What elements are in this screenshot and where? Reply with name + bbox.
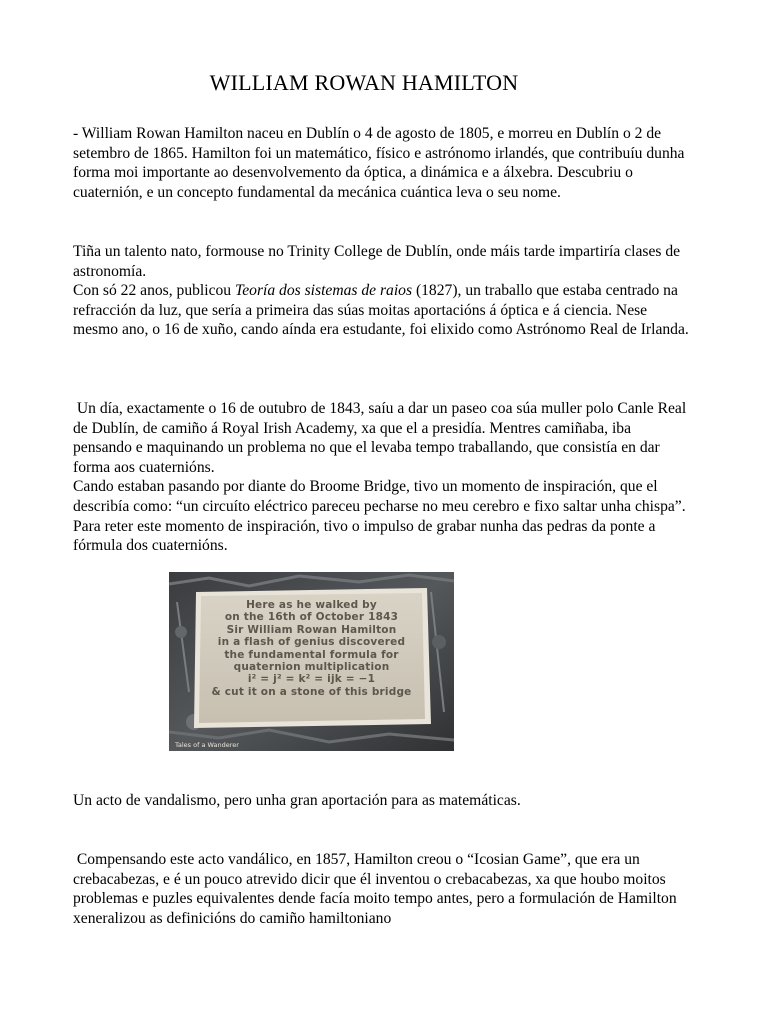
- plaque-line: i² = j² = k² = ijk = −1: [247, 673, 376, 686]
- publication-title: Teoría dos sistemas de raios: [235, 282, 413, 300]
- plaque-line: quaternion multiplication: [233, 661, 390, 674]
- paragraph-education-line: Tiña un talento nato, formouse no Trinity College de Dublín, onde máis tarde impartiría clases de astronomía.: [73, 243, 681, 280]
- publication-suffix: (1827), un traballo que estaba centrado na refracción da luz, que sería a primeira das súas moitas aportacións á óptica e á ciencia. Nese mesmo ano, o 16 de xuño, cando aínda era estudante, foi elixido como Astrónomo Real de Irlanda.: [73, 282, 689, 339]
- publication-prefix: Con só 22 anos, publicou: [73, 282, 235, 300]
- plaque-line: on the 16th of October 1843: [224, 611, 399, 624]
- plaque-line: & cut it on a stone of this bridge: [211, 685, 412, 698]
- plaque-line: Sir William Rowan Hamilton: [226, 623, 397, 636]
- paragraph-discovery: [73, 399, 693, 556]
- page-title: WILLIAM ROWAN HAMILTON: [209, 70, 519, 95]
- plaque-photo: [169, 572, 454, 751]
- photo-caption: Tales of a Wanderer: [175, 741, 239, 749]
- plaque-line: in a flash of genius discovered: [217, 636, 406, 649]
- paragraph-education: [73, 242, 693, 340]
- paragraph-publication: [73, 281, 693, 340]
- paragraph-biography: - William Rowan Hamilton naceu en Dublín o 4 de agosto de 1805, e morreu en Dublín o 2 de setembro de 1865. Hamilton foi un matemático, físico e astrónomo irlandés, que contribuíu dunha forma moi importante ao desenvolvemento da óptica, a dinámica e a álxebra. Descubriu o cuaternión, e un concepto fundamental da mecánica cuántica leva o seu nome.: [73, 125, 685, 201]
- paragraph-inspiration: Cando estaban pasando por diante do Broome Bridge, tivo un momento de inspiración, que el describía como: “un circuíto eléctrico pareceu pecharse no meu cerebro e fixo saltar unha chispa”. Para reter este momento de inspiración, tivo o impulso de grabar nunha das pedras da ponte a fórmula dos cuaternións.: [73, 478, 686, 555]
- paragraph-walk: Un día, exactamente o 16 de outubro de 1843, saíu a dar un paseo coa súa muller polo Canle Real de Dublín, de camiño á Royal Irish Academy, xa que el a presidía. Mentres camiñaba, iba pensando e maquinando un problema no que el levaba tempo traballando, que consistía en dar forma aos cuaternións.: [73, 400, 691, 476]
- plaque-inscription: [169, 599, 454, 698]
- plaque-line: the fundamental formula for: [224, 648, 399, 661]
- plaque-line: Here as he walked by: [246, 599, 377, 611]
- paragraph-vandalism: Un acto de vandalismo, pero unha gran aportación para as matemáticas.: [73, 792, 521, 809]
- paragraph-icosian-game: Compensando este acto vandálico, en 1857, Hamilton creou o “Icosian Game”, que era un crebacabezas, e é un pouco atrevido dicir que él inventou o crebacabezas, xa que houbo moitos problemas e puzles equivalentes dende facía moito tempo antes, pero a formulación de Hamilton xeneralizou as definicións do camiño hamiltoniano: [73, 851, 681, 927]
